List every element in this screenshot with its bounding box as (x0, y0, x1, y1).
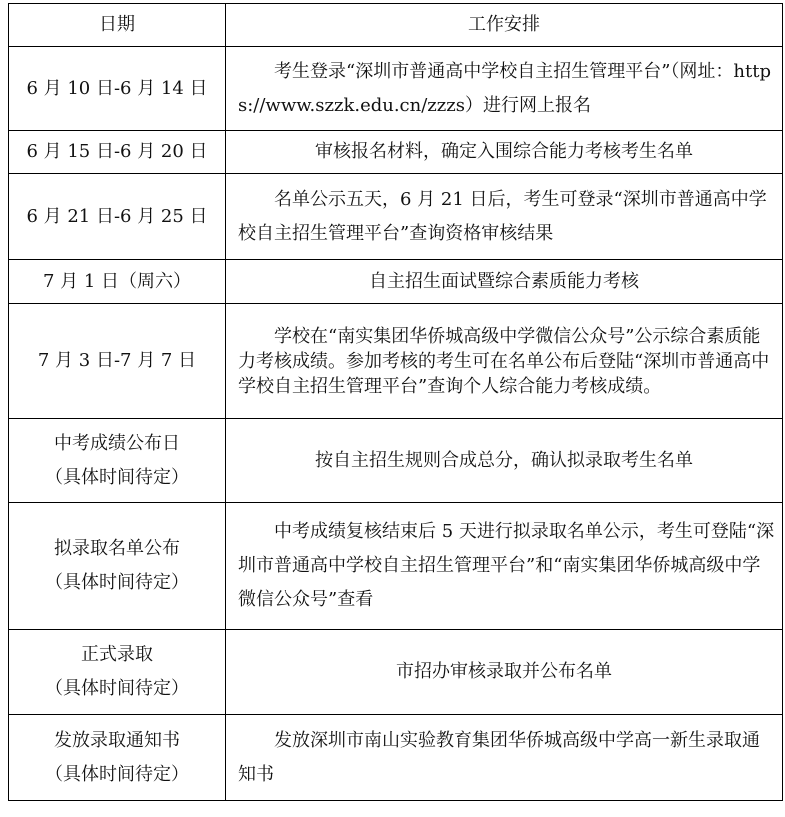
work-cell: 考生登录“深圳市普通高中学校自主招生管理平台”（网址：https://www.szzk.edu.cn/zzzs）进行网上报名 (226, 47, 783, 131)
date-cell: 6 月 15 日-6 月 20 日 (9, 131, 226, 174)
table-row (9, 630, 783, 715)
table-row (9, 260, 783, 304)
table-row (9, 304, 783, 419)
table-row (9, 131, 783, 174)
date-line: 发放录取通知书 (54, 729, 180, 751)
schedule-table (8, 3, 783, 801)
date-note: （具体时间待定） (45, 678, 189, 699)
table-row (9, 503, 783, 630)
work-cell: 按自主招生规则合成总分，确认拟录取考生名单 (226, 419, 783, 503)
header-row (9, 4, 783, 47)
date-note: （具体时间待定） (45, 763, 189, 785)
table-row (9, 715, 783, 801)
date-note: （具体时间待定） (45, 466, 189, 488)
work-cell: 审核报名材料，确定入围综合能力考核考生名单 (226, 131, 783, 174)
date-line: 拟录取名单公布 (54, 538, 180, 559)
work-cell: 名单公示五天，6 月 21 日后，考生可登录“深圳市普通高中学校自主招生管理平台”查询资格审核结果 (226, 174, 783, 260)
table-row (9, 419, 783, 503)
header-work: 工作安排 (226, 4, 783, 47)
table-row (9, 174, 783, 260)
date-cell: 7 月 3 日-7 月 7 日 (9, 304, 226, 419)
date-cell: 6 月 21 日-6 月 25 日 (9, 174, 226, 260)
work-cell: 学校在“南实集团华侨城高级中学微信公众号”公示综合素质能力考核成绩。参加考核的考生可在名单公布后登陆“深圳市普通高中学校自主招生管理平台”查询个人综合能力考核成绩。 (226, 304, 783, 419)
date-cell (9, 503, 226, 630)
date-cell: 6 月 10 日-6 月 14 日 (9, 47, 226, 131)
header-date: 日期 (9, 4, 226, 47)
work-cell: 发放深圳市南山实验教育集团华侨城高级中学高一新生录取通知书 (226, 715, 783, 801)
work-cell: 中考成绩复核结束后 5 天进行拟录取名单公示，考生可登陆“深圳市普通高中学校自主招生管理平台”和“南实集团华侨城高级中学微信公众号”查看 (226, 503, 783, 630)
date-cell (9, 715, 226, 801)
date-note: （具体时间待定） (45, 572, 189, 593)
date-cell: 7 月 1 日（周六） (9, 260, 226, 304)
date-line: 中考成绩公布日 (54, 432, 180, 454)
date-line: 正式录取 (81, 644, 153, 665)
date-cell (9, 419, 226, 503)
date-cell (9, 630, 226, 715)
table-row (9, 47, 783, 131)
work-cell: 市招办审核录取并公布名单 (226, 630, 783, 715)
work-cell: 自主招生面试暨综合素质能力考核 (226, 260, 783, 304)
